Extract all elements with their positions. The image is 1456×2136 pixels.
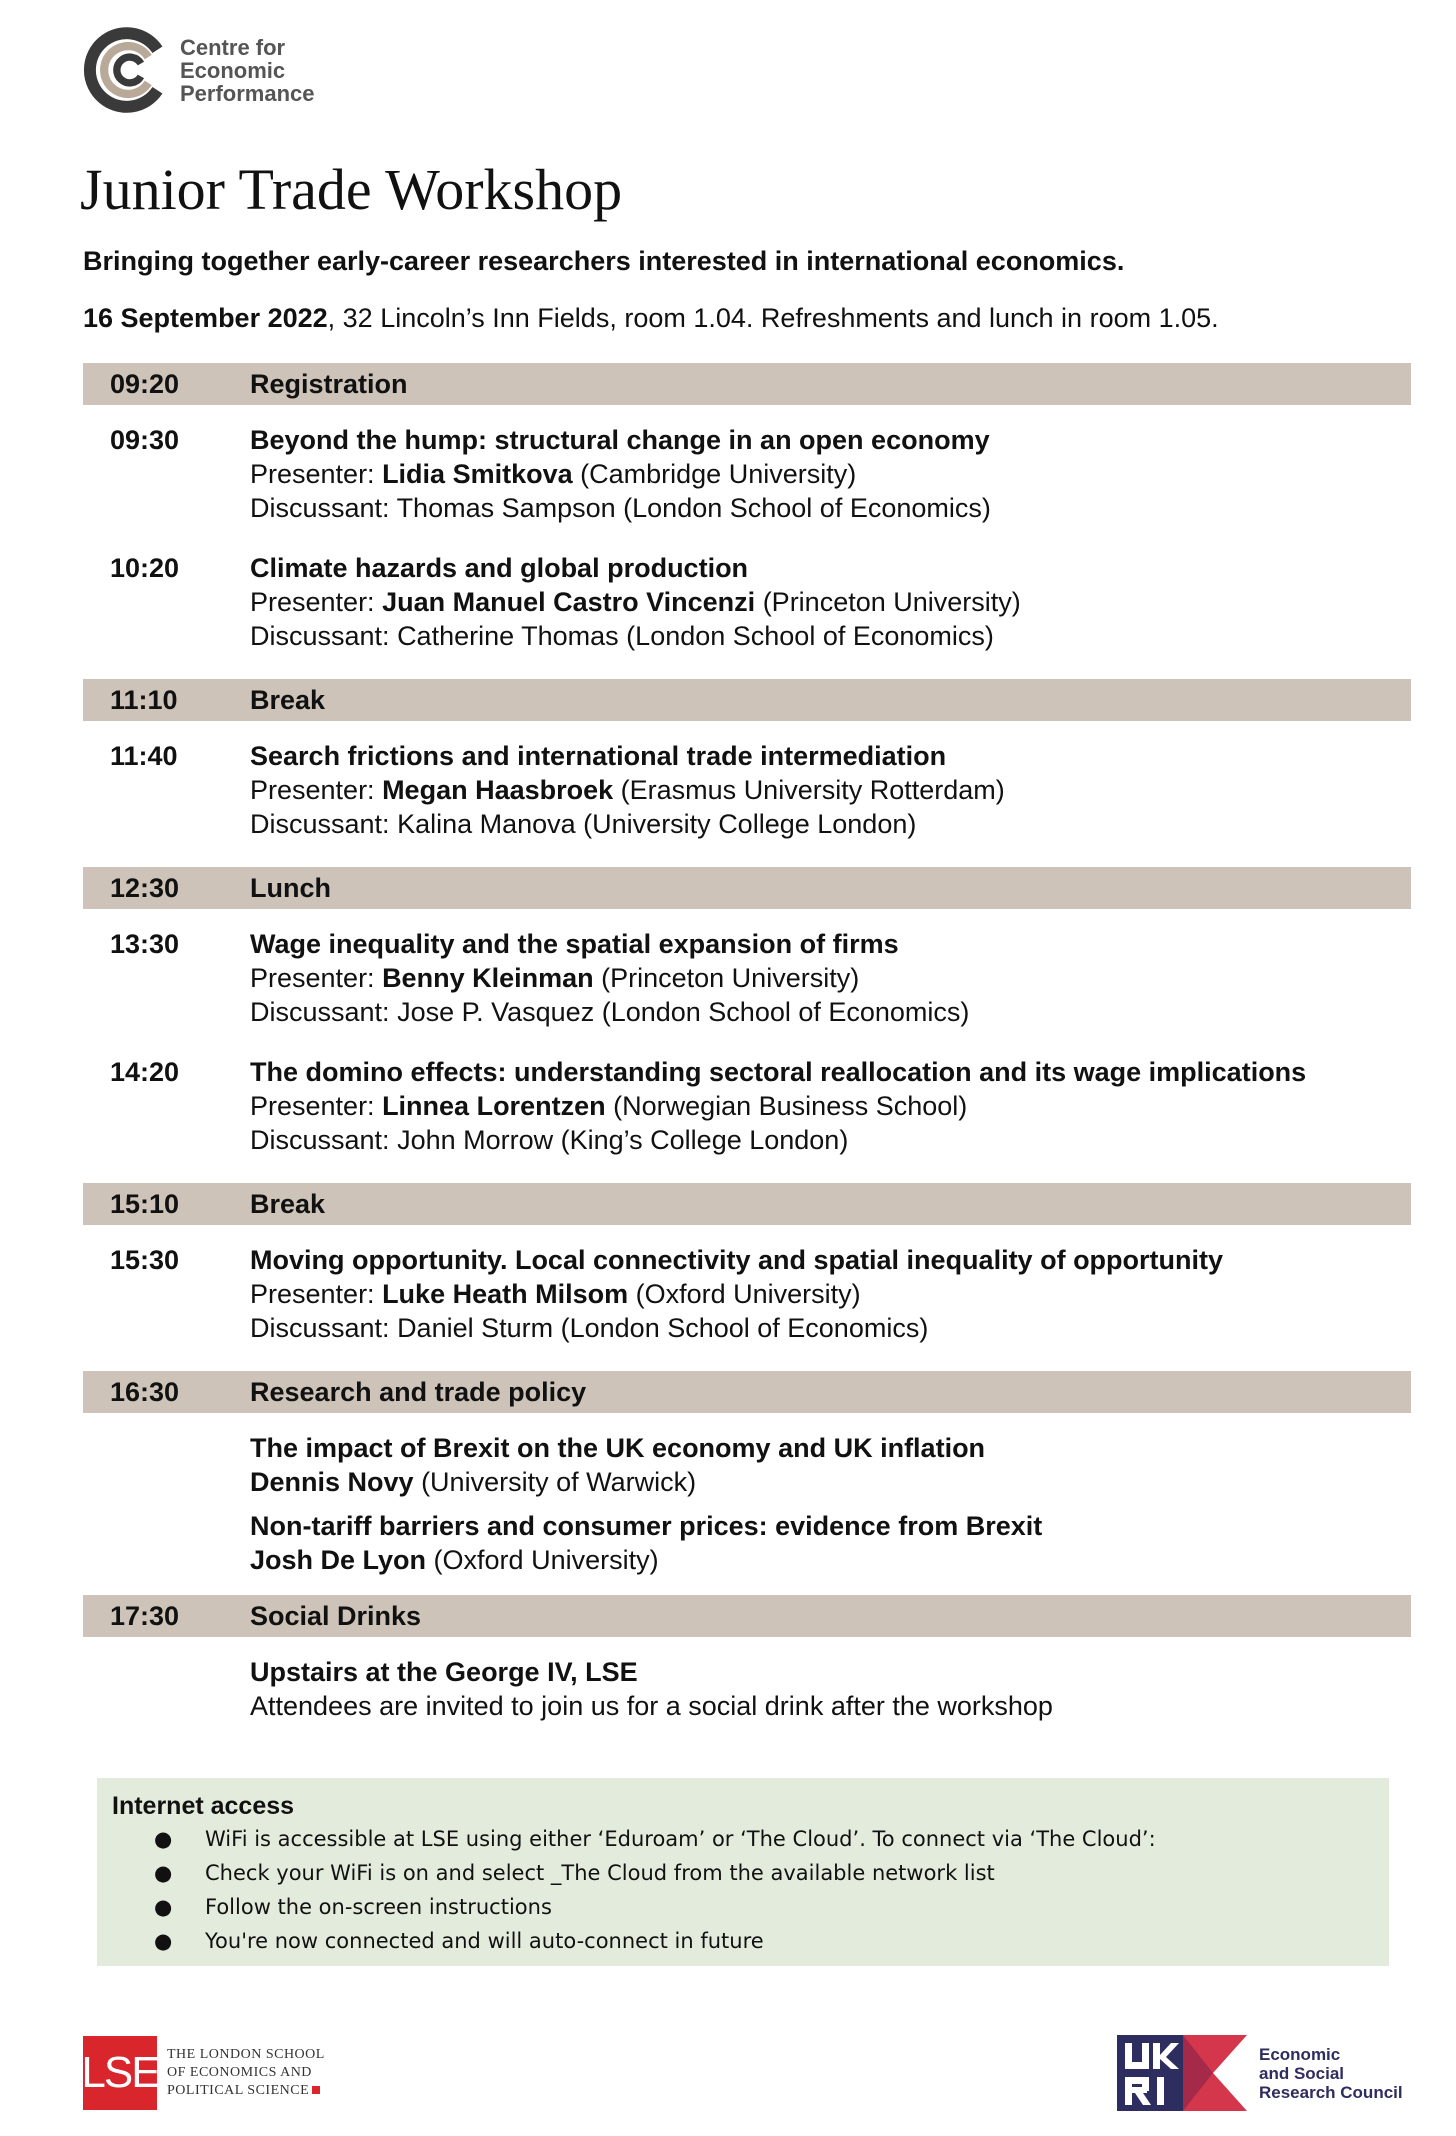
- lse-logo-icon: LSE: [83, 2036, 157, 2110]
- band-label: Registration: [250, 369, 408, 399]
- band-label: Break: [250, 685, 326, 715]
- internet-list: [112, 1822, 1374, 1958]
- session-time: 15:30: [110, 1245, 180, 1275]
- discussant-label: Discussant:: [250, 1313, 398, 1343]
- session-time: 09:30: [110, 425, 180, 455]
- list-item: ● WiFi is accessible at LSE using either ‘Eduroam’ or ‘The Cloud’. To connect via ‘The Cloud’:: [112, 1822, 1374, 1856]
- session-time: 11:40: [110, 741, 178, 771]
- bullet-icon: ●: [154, 1861, 173, 1885]
- list-item: ● Follow the on-screen instructions: [112, 1890, 1374, 1924]
- session-title: The domino effects: understanding sectoral reallocation and its wage implications: [250, 1057, 1307, 1087]
- presenter-name: Lidia Smitkova: [382, 459, 573, 489]
- drinks-text: Attendees are invited to join us for a social drink after the workshop: [250, 1691, 1053, 1721]
- session-title: Beyond the hump: structural change in an open economy: [250, 425, 990, 455]
- presenter-label: Presenter:: [250, 587, 383, 617]
- band-label: Break: [250, 1189, 326, 1219]
- discussant-line: [250, 619, 1411, 653]
- presenter-line: [250, 1277, 1411, 1311]
- band-time: 09:20: [110, 369, 180, 399]
- presenter-label: Presenter:: [250, 1279, 383, 1309]
- presenter-line: [250, 585, 1411, 619]
- presenter-line: [250, 457, 1411, 491]
- presenter-line: [250, 1089, 1411, 1123]
- session-6: [83, 1243, 1411, 1345]
- bullet-icon: ●: [154, 1895, 173, 1919]
- presenter-name: Luke Heath Milsom: [382, 1279, 629, 1309]
- discussant-label: Discussant:: [250, 809, 398, 839]
- speaker-affiliation: (University of Warwick): [421, 1467, 697, 1497]
- list-item: ● You're now connected and will auto-connect in future: [112, 1924, 1374, 1958]
- lse-logo: [83, 2036, 325, 2110]
- ukri-logo-icon: [1117, 2031, 1247, 2115]
- band-time: 11:10: [110, 685, 178, 715]
- session-time: 14:20: [110, 1057, 180, 1087]
- session-title: Search frictions and international trade intermediation: [250, 741, 947, 771]
- presenter-affiliation: (Erasmus University Rotterdam): [620, 775, 1005, 805]
- presenter-name: Megan Haasbroek: [382, 775, 614, 805]
- session-4: [83, 927, 1411, 1029]
- band-time: 15:10: [110, 1189, 180, 1219]
- speaker-line: [250, 1543, 1411, 1577]
- discussant-name: Kalina Manova (University College London): [397, 809, 917, 839]
- schedule-band-registration: [83, 363, 1411, 405]
- session-time: 13:30: [110, 929, 180, 959]
- speaker-affiliation: (Oxford University): [433, 1545, 659, 1575]
- schedule-band-drinks: [83, 1595, 1411, 1637]
- band-time: 16:30: [110, 1377, 180, 1407]
- schedule: [83, 363, 1411, 1749]
- band-label: Lunch: [250, 873, 331, 903]
- presenter-affiliation: (Princeton University): [762, 587, 1021, 617]
- presenter-affiliation: (Norwegian Business School): [613, 1091, 968, 1121]
- session-3: [83, 739, 1411, 841]
- presenter-name: Linnea Lorentzen: [382, 1091, 606, 1121]
- discussant-line: [250, 807, 1411, 841]
- speaker-name: Dennis Novy: [250, 1467, 414, 1497]
- presenter-label: Presenter:: [250, 963, 383, 993]
- schedule-band-break: [83, 1183, 1411, 1225]
- discussant-name: Catherine Thomas (London School of Economics): [397, 621, 994, 651]
- session-time: 10:20: [110, 553, 180, 583]
- discussant-label: Discussant:: [250, 621, 398, 651]
- talk-title: The impact of Brexit on the UK economy and UK inflation: [250, 1433, 986, 1463]
- presenter-label: Presenter:: [250, 775, 383, 805]
- session-title: Climate hazards and global production: [250, 553, 749, 583]
- presenter-affiliation: (Cambridge University): [580, 459, 857, 489]
- discussant-name: Thomas Sampson (London School of Economics): [396, 493, 991, 523]
- presenter-affiliation: (Oxford University): [635, 1279, 861, 1309]
- presenter-name: Benny Kleinman: [382, 963, 594, 993]
- drinks-detail: [83, 1655, 1411, 1723]
- policy-talk-2: [83, 1509, 1411, 1577]
- policy-talk-1: [83, 1431, 1411, 1499]
- schedule-band-policy: [83, 1371, 1411, 1413]
- page-title: Junior Trade Workshop: [80, 157, 623, 222]
- event-location: , 32 Lincoln’s Inn Fields, room 1.04. Refreshments and lunch in room 1.05.: [327, 303, 1219, 333]
- discussant-label: Discussant:: [250, 997, 398, 1027]
- discussant-name: Daniel Sturm (London School of Economics): [397, 1313, 929, 1343]
- presenter-affiliation: (Princeton University): [601, 963, 860, 993]
- discussant-line: [250, 491, 1411, 525]
- lse-logo-text: THE LONDON SCHOOL OF ECONOMICS AND POLITICAL SCIENCE: [167, 2047, 325, 2098]
- list-item: ● Check your WiFi is on and select _The Cloud from the available network list: [112, 1856, 1374, 1890]
- ukri-esrc-logo: [1117, 2031, 1403, 2115]
- session-1: [83, 423, 1411, 525]
- presenter-line: [250, 773, 1411, 807]
- presenter-label: Presenter:: [250, 1091, 383, 1121]
- drinks-venue: Upstairs at the George IV, LSE: [250, 1657, 638, 1687]
- esrc-text: Economic and Social Research Council: [1259, 2044, 1403, 2102]
- band-label: Research and trade policy: [250, 1377, 587, 1407]
- speaker-line: [250, 1465, 1411, 1499]
- schedule-band-lunch: [83, 867, 1411, 909]
- presenter-label: Presenter:: [250, 459, 383, 489]
- tagline: Bringing together early-career researchers interested in international economics.: [83, 246, 1125, 276]
- discussant-line: [250, 995, 1411, 1029]
- bullet-icon: ●: [154, 1827, 173, 1851]
- event-date: 16 September 2022: [83, 303, 328, 333]
- band-time: 17:30: [110, 1601, 180, 1631]
- internet-title: Internet access: [112, 1792, 295, 1820]
- band-time: 12:30: [110, 873, 180, 903]
- presenter-name: Juan Manuel Castro Vincenzi: [382, 587, 756, 617]
- cep-logo-text: Centre for Economic Performance: [180, 34, 315, 106]
- cep-logo-icon: [82, 24, 174, 116]
- cep-logo: [82, 22, 315, 118]
- speaker-name: Josh De Lyon: [250, 1545, 427, 1575]
- bullet-icon: ●: [154, 1929, 173, 1953]
- discussant-line: [250, 1311, 1411, 1345]
- presenter-line: [250, 961, 1411, 995]
- session-title: Moving opportunity. Local connectivity and spatial inequality of opportunity: [250, 1245, 1224, 1275]
- date-location: [83, 303, 1219, 334]
- discussant-line: [250, 1123, 1411, 1157]
- discussant-label: Discussant:: [250, 493, 397, 523]
- session-title: Wage inequality and the spatial expansion of firms: [250, 929, 899, 959]
- band-label: Social Drinks: [250, 1601, 422, 1631]
- internet-access-box: [97, 1778, 1389, 1966]
- discussant-name: John Morrow (King’s College London): [397, 1125, 849, 1155]
- discussant-label: Discussant:: [250, 1125, 398, 1155]
- session-2: [83, 551, 1411, 653]
- session-5: [83, 1055, 1411, 1157]
- schedule-band-break: [83, 679, 1411, 721]
- talk-title: Non-tariff barriers and consumer prices: evidence from Brexit: [250, 1511, 1043, 1541]
- discussant-name: Jose P. Vasquez (London School of Economics): [397, 997, 970, 1027]
